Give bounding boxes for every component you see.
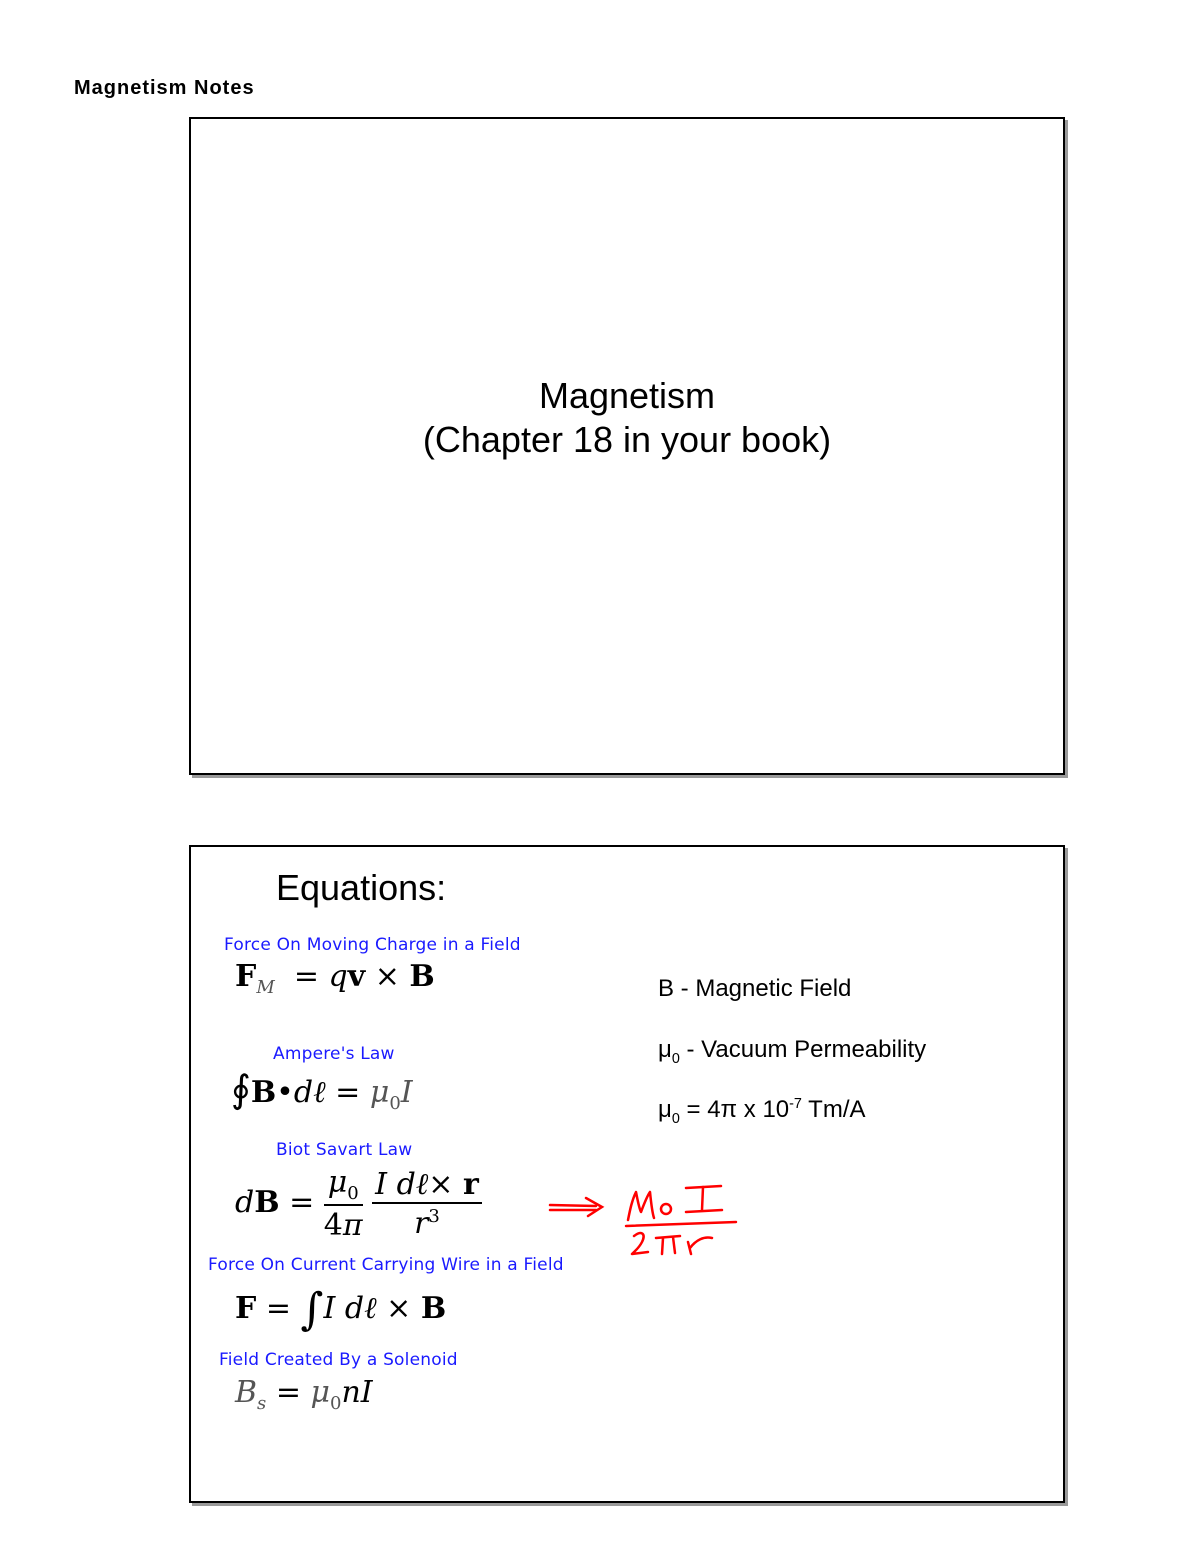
label-force-moving-charge: Force On Moving Charge in a Field bbox=[224, 935, 521, 955]
slide-title-text bbox=[191, 374, 1063, 462]
slide-equations bbox=[189, 845, 1065, 1503]
formula-lorentz-force: $F_M$ = qv × B bbox=[235, 959, 435, 998]
label-solenoid: Field Created By a Solenoid bbox=[219, 1350, 458, 1370]
label-biot-savart: Biot Savart Law bbox=[276, 1140, 413, 1160]
formula-force-wire: F = ∫I dℓ × B bbox=[235, 1284, 447, 1335]
label-force-wire: Force On Current Carrying Wire in a Field bbox=[208, 1255, 564, 1275]
handwritten-formula bbox=[626, 1186, 736, 1254]
formula-solenoid: $B_s = \mu_0nI$ bbox=[235, 1375, 373, 1414]
formula-amperes-law: ∮B•dℓ = $\mu_0I$ bbox=[231, 1067, 413, 1114]
definition-b-field: B - Magnetic Field bbox=[658, 975, 852, 1002]
equations-heading: Equations: bbox=[276, 867, 447, 908]
handwritten-red-note bbox=[546, 1172, 746, 1262]
definition-mu0-value: $\mu_0 = 4\pi$ x $10^{-7}$ Tm/A bbox=[658, 1096, 866, 1127]
slide-title-line1: Magnetism bbox=[538, 375, 716, 416]
slide-title bbox=[189, 117, 1065, 775]
arrow-icon bbox=[550, 1198, 602, 1216]
label-amperes-law: Ampere's Law bbox=[273, 1044, 395, 1064]
formula-biot-savart: dB = $\frac{\mu_0}{4\pi}$ $\frac{\text{I dℓ× r}}{r^3}$ bbox=[235, 1165, 482, 1243]
page-title: Magnetism Notes bbox=[74, 77, 255, 99]
definition-mu0: $\mu_0$ - Vacuum Permeability bbox=[658, 1036, 927, 1067]
slide-title-line2: (Chapter 18 in your book) bbox=[422, 419, 832, 460]
